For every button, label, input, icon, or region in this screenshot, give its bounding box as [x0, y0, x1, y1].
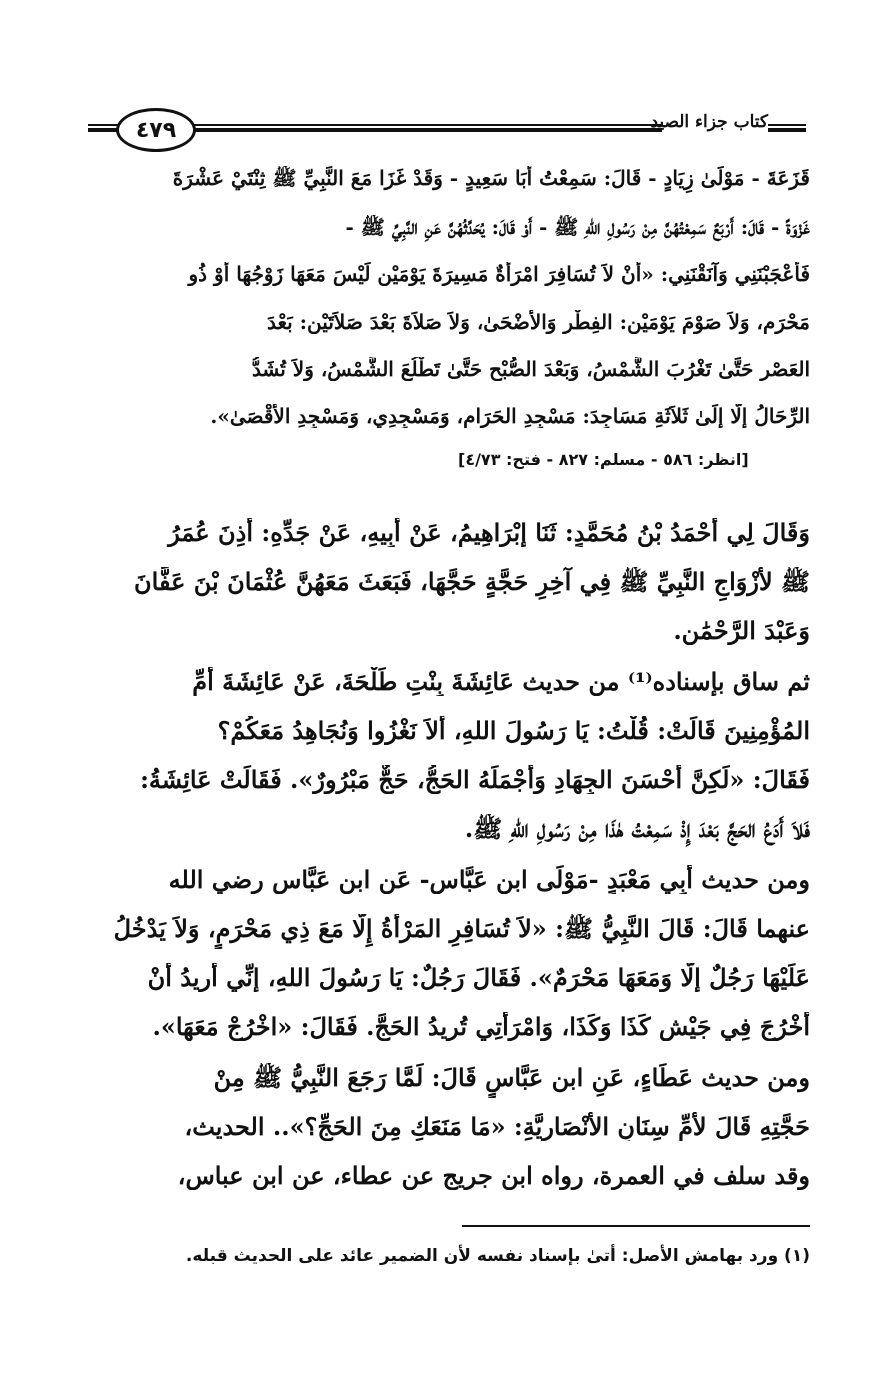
main-text: [62, 510, 810, 1210]
text-line: حَجَّتِهِ قَالَ لأُمِّ سِنَانٍ الأَنْصَارِيَّةِ: «مَا مَنَعَكِ مِنَ الحَجِّ؟».. الحديث،: [184, 1112, 810, 1141]
footnote: (١) ورد بهامش الأصل: أتىٰ بإسناد نفسه لأن الضمير عائد على الحديث قبله.: [185, 1246, 810, 1266]
text-line: عَلَيْهَا رَجُلٌ إِلَّا وَمَعَهَا مَحْرَمٌ». فَقَالَ رَجُلٌ: يَا رَسُولَ اللهِ، إِنِّي أُرِيدُ أَنْ: [147, 963, 810, 992]
hadith-reference: [انظر: ٥٨٦ - مسلم: ٨٢٧ - فتح: ٤/٧٣]: [458, 450, 749, 469]
text-line: ومن حديث عَطَاءٍ، عَنِ ابن عَبَّاسٍ قَالَ: لَمَّا رَجَعَ النَّبِيُّ ﷺ مِنْ: [213, 1063, 810, 1092]
hadith-line: قَزَعَةَ - مَوْلَىٰ زِيَادٍ - قَالَ: سَمِعْتُ أَبَا سَعِيدٍ - وَقَدْ غَزَا مَعَ النَّبِيِّ ﷺ ثِنْتَيْ عَشْرَةَ: [172, 166, 810, 190]
running-title: كتاب جزاء الصيد: [650, 112, 768, 132]
text-line: ﷺ لأَزْوَاجِ النَّبِيِّ ﷺ فِي آخِرِ حَجَّةٍ حَجَّهَا، فَبَعَثَ مَعَهُنَّ عُثْمَانَ بْنَ عَفَّانَ: [134, 567, 810, 596]
header-rule-right: [768, 124, 806, 132]
text-line: عنهما قَالَ: قَالَ النَّبِيُّ ﷺ: «لاَ تُسَافِرِ المَرْأَةُ إِلَّا مَعَ ذِي مَحْرَمٍ، وَلاَ يَدْخُلُ: [113, 914, 810, 943]
text-line: أَخْرُجَ فِي جَيْشِ كَذَا وَكَذَا، وَامْرَأَتِي تُرِيدُ الحَجَّ. فَقَالَ: «اخْرُجْ مَعَهَا».: [152, 1012, 810, 1041]
text-line: ثم ساق بإسناده⁽¹⁾ من حديث عَائِشَةَ بِنْتِ طَلْحَةَ، عَنْ عَائِشَةَ أُمِّ: [192, 667, 810, 696]
page-number: ٤٧٩: [116, 108, 196, 152]
text-line: فَلاَ أَدَعُ الحَجَّ بَعْدَ إِذْ سَمِعْتُ هٰذَا مِنْ رَسُولِ اللهِ ﷺ.: [464, 814, 810, 843]
text-line: وَعَبْدَ الرَّحْمَٰنِ.: [673, 616, 810, 645]
hadith-line: الرِّحَالُ إِلَّا إِلَىٰ ثَلاَثَةِ مَسَاجِدَ: مَسْجِدِ الحَرَامِ، وَمَسْجِدِي، وَمَسْجِدِ الأَقْصَىٰ».: [210, 404, 810, 428]
text-line: ومن حديث أَبِي مَعْبَدٍ -مَوْلَى ابن عَبَّاسٍ- عَنِ ابن عَبَّاسٍ رضي الله: [168, 865, 810, 894]
hadith-line: فَأَعْجَبْنَنِي وَآنَقْنَنِي: «أَنْ لاَ تُسَافِرَ امْرَأَةٌ مَسِيرَةَ يَوْمَيْنِ لَيْسَ مَعَهَا زَوْجُهَا أَوْ ذُو: [188, 262, 810, 286]
hadith-line: غَزْوَةً - قَالَ: أَرْبَعٌ سَمِعْتُهُنَّ مِنْ رَسُولِ اللهِ ﷺ - أَوْ قَالَ: يُحَدِّثُهُنَّ عَنِ النَّبِيِّ ﷺ -: [345, 215, 810, 239]
text-line: فَقَالَ: «لَكِنَّ أَحْسَنَ الجِهَادِ وَأَجْمَلَهُ الحَجُّ، حَجٌّ مَبْرُورٌ». فَقَالَتْ عَائِشَةُ:: [140, 765, 810, 794]
text-line: وقد سلف في العمرة، رواه ابن جريج عن عطاء، عن ابن عباس،: [177, 1161, 810, 1190]
text-line: المُؤْمِنِينَ قَالَتْ: قُلْتُ: يَا رَسُولَ اللهِ، أَلاَ نَغْزُوا وَنُجَاهِدُ مَعَكُمْ؟: [217, 716, 810, 745]
hadith-block: [62, 158, 810, 458]
page-header: [88, 102, 806, 152]
footnote-separator: [462, 1225, 810, 1227]
hadith-line: العَصْرِ حَتَّىٰ تَغْرُبَ الشَّمْسُ، وَبَعْدَ الصُّبْحِ حَتَّىٰ تَطْلُعَ الشَّمْسُ، وَلاَ تُشَدُّ: [251, 357, 810, 381]
hadith-line: مَحْرَمٍ، وَلاَ صَوْمَ يَوْمَيْنِ: الفِطْرِ وَالأَضْحَىٰ، وَلاَ صَلاَةَ بَعْدَ صَلاَتَيْنِ: بَعْدَ: [267, 310, 810, 334]
text-line: وَقَالَ لِي أَحْمَدُ بْنُ مُحَمَّدٍ: ثَنَا إِبْرَاهِيمُ، عَنْ أَبِيهِ، عَنْ جَدِّهِ: أَذِنَ عُمَرُ: [168, 518, 810, 547]
header-rule-middle: [188, 124, 662, 132]
